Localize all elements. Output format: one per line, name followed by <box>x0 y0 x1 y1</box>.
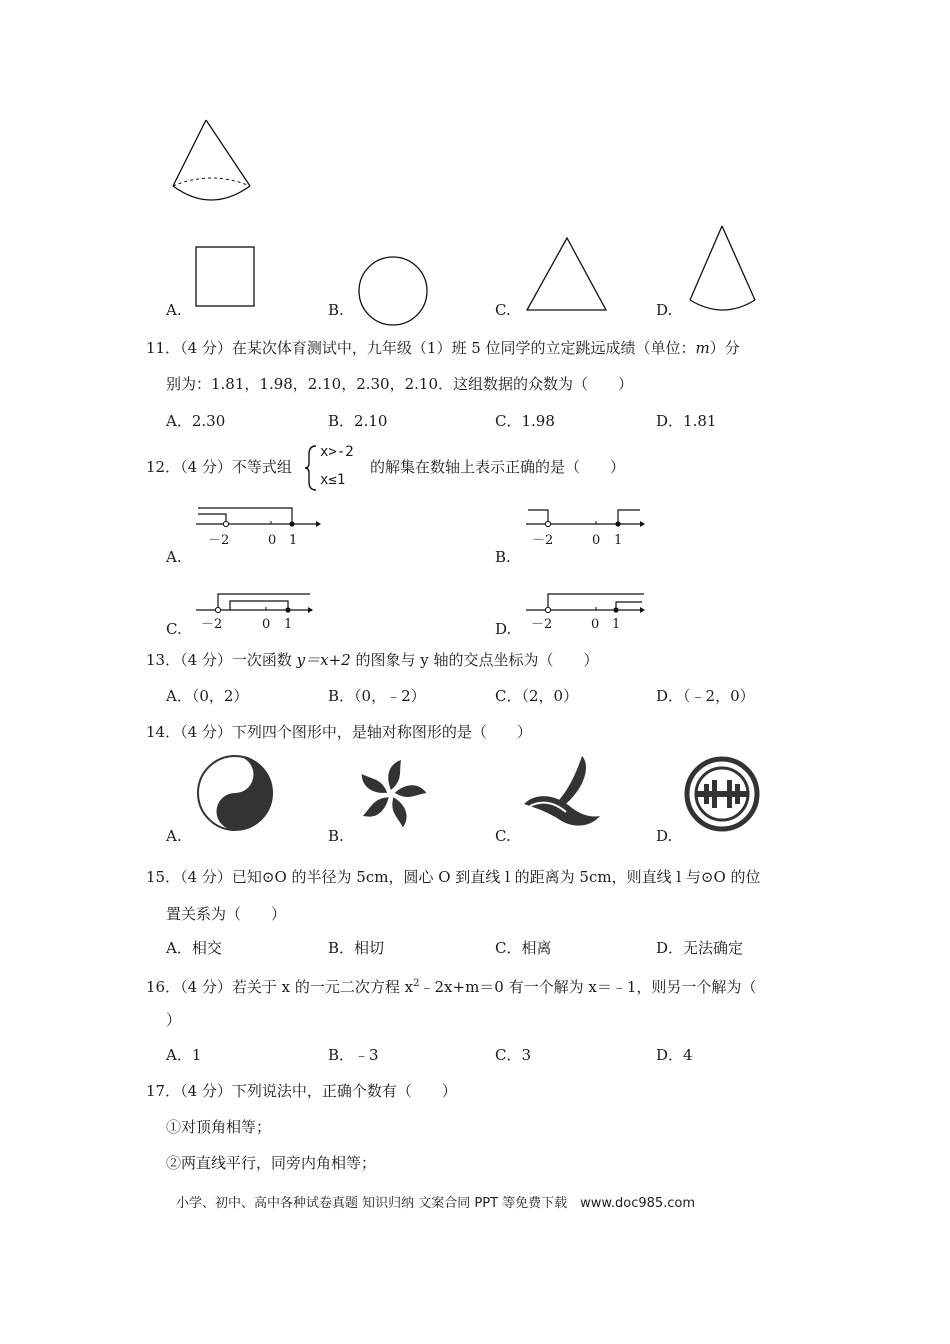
q10-option-c-label[interactable]: C. <box>495 301 511 319</box>
q12-c-tick-0: 0 <box>262 617 271 632</box>
q12-stem-post: 的解集在数轴上表示正确的是（ ） <box>370 458 626 476</box>
q12-c-tick-1: 1 <box>284 617 293 632</box>
q12-d-tick-neg2: －2 <box>531 617 553 632</box>
brace-icon <box>304 444 318 492</box>
circle-icon <box>356 266 430 316</box>
q13-option-c[interactable]: C．（2，0） <box>495 687 579 705</box>
page-footer: 小学、初中、高中各种试卷真题 知识归纳 文案合同 PPT 等免费下载 www.doc985.com <box>176 1196 696 1211</box>
q17-item-2: ②两直线平行，同旁内角相等； <box>166 1154 377 1172</box>
q15-option-b[interactable]: B．相切 <box>328 939 385 957</box>
q12-option-b-label[interactable]: B. <box>495 548 511 566</box>
cone-figure-icon <box>170 118 254 208</box>
q14-option-a-label[interactable]: A. <box>166 827 182 845</box>
q14-stem: 14．（4 分）下列四个图形中，是轴对称图形的是（ ） <box>146 723 532 741</box>
q15-option-d[interactable]: D．无法确定 <box>656 939 744 957</box>
q13-option-d[interactable]: D．（﹣2，0） <box>656 687 755 705</box>
q12-a-tick-1: 1 <box>289 533 298 548</box>
q12-option-a-label[interactable]: A. <box>166 548 182 566</box>
flower-pinwheel-icon <box>352 756 430 832</box>
q12-stem-pre: 12．（4 分）不等式组 <box>146 458 292 476</box>
q13-stem: 13．（4 分）一次函数 y＝x+2 的图象与 y 轴的交点坐标为（ ） <box>146 651 599 669</box>
triangle-icon <box>525 236 609 314</box>
q12-inequality-1: x>-2 <box>320 444 354 460</box>
q16-option-c[interactable]: C．3 <box>495 1046 532 1064</box>
q12-b-tick-1: 1 <box>614 533 623 548</box>
q16-option-a[interactable]: A．1 <box>166 1046 202 1064</box>
q12-b-tick-neg2: －2 <box>532 533 554 548</box>
q12-a-tick-0: 0 <box>268 533 277 548</box>
q11-stem-part1: 11．（4 分）在某次体育测试中，九年级（1）班 5 位同学的立定跳远成绩（单位： <box>146 339 696 357</box>
q13-option-b[interactable]: B．（0，﹣2） <box>328 687 426 705</box>
q12-a-tick-neg2: －2 <box>208 533 230 548</box>
q11-unit: m <box>695 339 710 357</box>
q15-option-c[interactable]: C．相离 <box>495 939 552 957</box>
q13-option-a[interactable]: A．（0，2） <box>166 687 249 705</box>
circle-emblem-icon <box>684 756 760 832</box>
q14-option-d-label[interactable]: D. <box>656 827 673 845</box>
q12-c-tick-neg2: －2 <box>201 617 223 632</box>
q16-option-b[interactable]: B．﹣3 <box>328 1046 379 1064</box>
q11-stem-line2: 别为：1.81，1.98，2.10，2.30，2.10．这组数据的众数为（ ） <box>166 375 633 393</box>
q13-function: y＝x+2 <box>296 651 351 669</box>
q12-option-d-label[interactable]: D. <box>495 620 512 638</box>
q12-b-tick-0: 0 <box>592 533 601 548</box>
cone-option-icon <box>687 224 759 314</box>
q12-option-c-label[interactable]: C. <box>166 620 182 638</box>
q15-option-a[interactable]: A．相交 <box>166 939 222 957</box>
q14-option-b-label[interactable]: B. <box>328 827 344 845</box>
q16-option-d[interactable]: D．4 <box>656 1046 693 1064</box>
swoosh-bird-icon <box>520 754 606 832</box>
q11-stem-line1 <box>146 338 740 358</box>
square-icon <box>195 246 255 308</box>
q17-item-1: ①对顶角相等； <box>166 1118 272 1136</box>
q12-d-tick-0: 0 <box>591 617 600 632</box>
q15-stem-line1: 15．（4 分）已知⊙O 的半径为 5cm，圆心 O 到直线 l 的距离为 5cm，则直线 l 与⊙O 的位 <box>146 868 761 886</box>
q16-stem-line1: 16．（4 分）若关于 x 的一元二次方程 $x^2﹣2x+m=0$ 有一个解为 x＝﹣1，则另一个解为（ <box>146 978 757 996</box>
q10-option-d-label[interactable]: D. <box>656 301 673 319</box>
yin-yang-icon <box>196 754 274 832</box>
q10-option-a-label[interactable]: A. <box>166 301 182 319</box>
q17-stem: 17．（4 分）下列说法中，正确个数有（ ） <box>146 1082 457 1100</box>
q11-stem-part2: ）分 <box>709 339 740 357</box>
q11-option-a[interactable]: A．2.30 <box>166 412 226 430</box>
q15-stem-line2: 置关系为（ ） <box>166 905 287 923</box>
q12-inequality-2: x≤1 <box>320 472 346 488</box>
q16-stem-line2: ） <box>166 1011 182 1029</box>
q12-d-tick-1: 1 <box>612 617 621 632</box>
q16-exponent: 2 <box>413 978 420 989</box>
q10-option-b-label[interactable]: B. <box>328 301 344 319</box>
q11-option-d[interactable]: D．1.81 <box>656 412 717 430</box>
q14-option-c-label[interactable]: C. <box>495 827 511 845</box>
q11-option-c[interactable]: C．1.98 <box>495 412 555 430</box>
q11-option-b[interactable]: B．2.10 <box>328 412 388 430</box>
